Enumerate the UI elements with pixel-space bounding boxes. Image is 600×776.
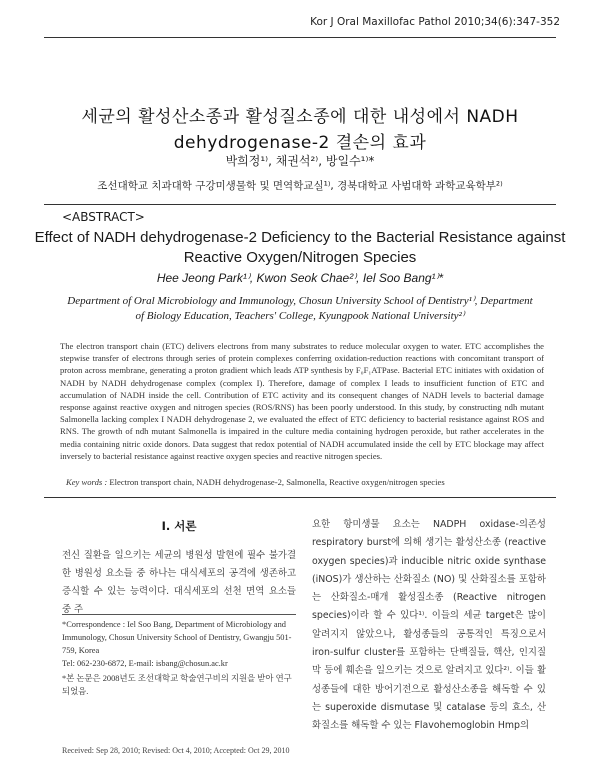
english-title xyxy=(0,228,600,268)
received-dates: Received: Sep 28, 2010; Revised: Oct 4, 2010; Accepted: Oct 29, 2010 xyxy=(62,746,290,755)
contact-footnote: Tel: 062-230-6872, E-mail: isbang@chosun.ac.kr xyxy=(62,659,228,668)
abstract-label: <ABSTRACT> xyxy=(62,210,145,224)
funding-footnote: *본 논문은 2008년도 조선대학교 학술연구비의 지원을 받아 연구되었음. xyxy=(62,674,292,696)
english-affiliation xyxy=(62,294,538,324)
correspondence-footnote: *Correspondence : Iel Soo Bang, Department of Microbiology and Immunology, Chosun University School of Dentistry, Gwangju 501-759, Korea xyxy=(62,620,292,655)
english-affiliation-line2: of Biology Education, Teachers' College, Kyungpook National University²⁾ xyxy=(135,310,465,322)
abstract-bottom-rule xyxy=(44,497,556,498)
abstract-body: The electron transport chain (ETC) delivers electrons from many substrates to reduce molecular oxygen to water. ETC accomplishes the stepwise transfer of electrons through series of protein complexes conferring oxidation-reduction reactions with concomitant transport of proton across membrane, generating a proton gradient which leads ATP synthesis by F₀F₁ATPase. Bacterial ETC initiates with oxidation of NADH by NADH dehydrogenase complex (complex I). Therefore, damage of complex I leads to insufficient function of ETC and accumulation of NADH inside the cell. Contribution of ETC activity and its consequent changes of NADH levels to bacterial damage response against reactive oxygen and nitrogen species (ROS/RNS) has been poorly understood. In this study, by constructing ndh mutant Salmonella lacking complex I NADH dehydrogenase 2, we evaluated the effect of ETC deficiency to bacterial resistance against ROS and RNS. The growth of ndh mutant Salmonella is impaired in the culture media containing hydrogen peroxide, but rather accelerates in the media containing nitric oxide donors. Data suggest that redox potential of NADH accumulated inside the cell by ETC blockage may affect inversely to bacterial resistance against reactive oxygen species and reactive nitrogen species. xyxy=(60,341,544,461)
korean-authors: 박희정¹⁾, 채권석²⁾, 방일수¹⁾* xyxy=(225,154,375,168)
section-rule xyxy=(44,204,556,205)
footnote-rule xyxy=(62,614,296,615)
english-affiliation-line1: Department of Oral Microbiology and Immunology, Chosun University School of Dentistry¹⁾, Department xyxy=(67,295,533,307)
korean-title-line1: 세균의 활성산소종과 활성질소종에 대한 내성에서 NADH xyxy=(81,107,519,127)
korean-title-line2: dehydrogenase-2 결손의 효과 xyxy=(173,133,427,153)
english-authors: Hee Jeong Park¹⁾, Kwon Seok Chae²⁾, Iel Soo Bang¹⁾* xyxy=(156,271,444,285)
introduction-heading: I. 서론 xyxy=(161,519,197,533)
english-title-line2: Reactive Oxygen/Nitrogen Species xyxy=(183,249,417,266)
english-title-line1: Effect of NADH dehydrogenase-2 Deficiency to the Bacterial Resistance against xyxy=(34,229,566,246)
keywords-text: Electron transport chain, NADH dehydrogenase-2, Salmonella, Reactive oxygen/nitrogen species xyxy=(109,477,445,487)
header-rule xyxy=(44,37,556,38)
keywords-line xyxy=(66,477,546,487)
intro-right-paragraph: 요한 항미생물 요소는 NADPH oxidase-의존성 respiratory burst에 의해 생기는 활성산소종 (reactive oxygen species)과 inducible nitric oxide synthase (iNOS)가 생산하는 산화질소 (NO) 및 산화질소를 포함하는 산화질소-매개 활성질소종 (Reactive nitrogen species)이라 할 수 있다¹⁾. 이들의 세균 target은 많이 알려지지 않았으나, 활성종들의 공통적인 특징으로서 iron-sulfur cluster를 포함하는 단백질들, 핵산, 인지질막 등에 훼손을 일으키는 것으로 알려지고 있다²⁾. 이들 활성종들에 대한 방어기전으로 활성산소종을 해독할 수 있는 superoxide dismutase 및 catalase 등의 효소, 산화질소를 해독할 수 있는 Flavohemoglobin Hmp의 xyxy=(312,519,546,732)
intro-left-paragraph: 전신 질환을 일으키는 세균의 병원성 발현에 필수 불가결한 병원성 요소들 중 하나는 대식세포의 공격에 생존하고 증식할 수 있는 능력이다. 대식세포의 선천 면역 요소들 중 주 xyxy=(62,550,296,615)
journal-reference: Kor J Oral Maxillofac Pathol 2010;34(6):347-352 xyxy=(310,16,560,28)
keywords-label: Key words : xyxy=(66,477,108,487)
korean-affiliation: 조선대학교 치과대학 구강미생물학 및 면역학교실¹⁾, 경북대학교 사범대학 과학교육학부²⁾ xyxy=(97,180,503,192)
